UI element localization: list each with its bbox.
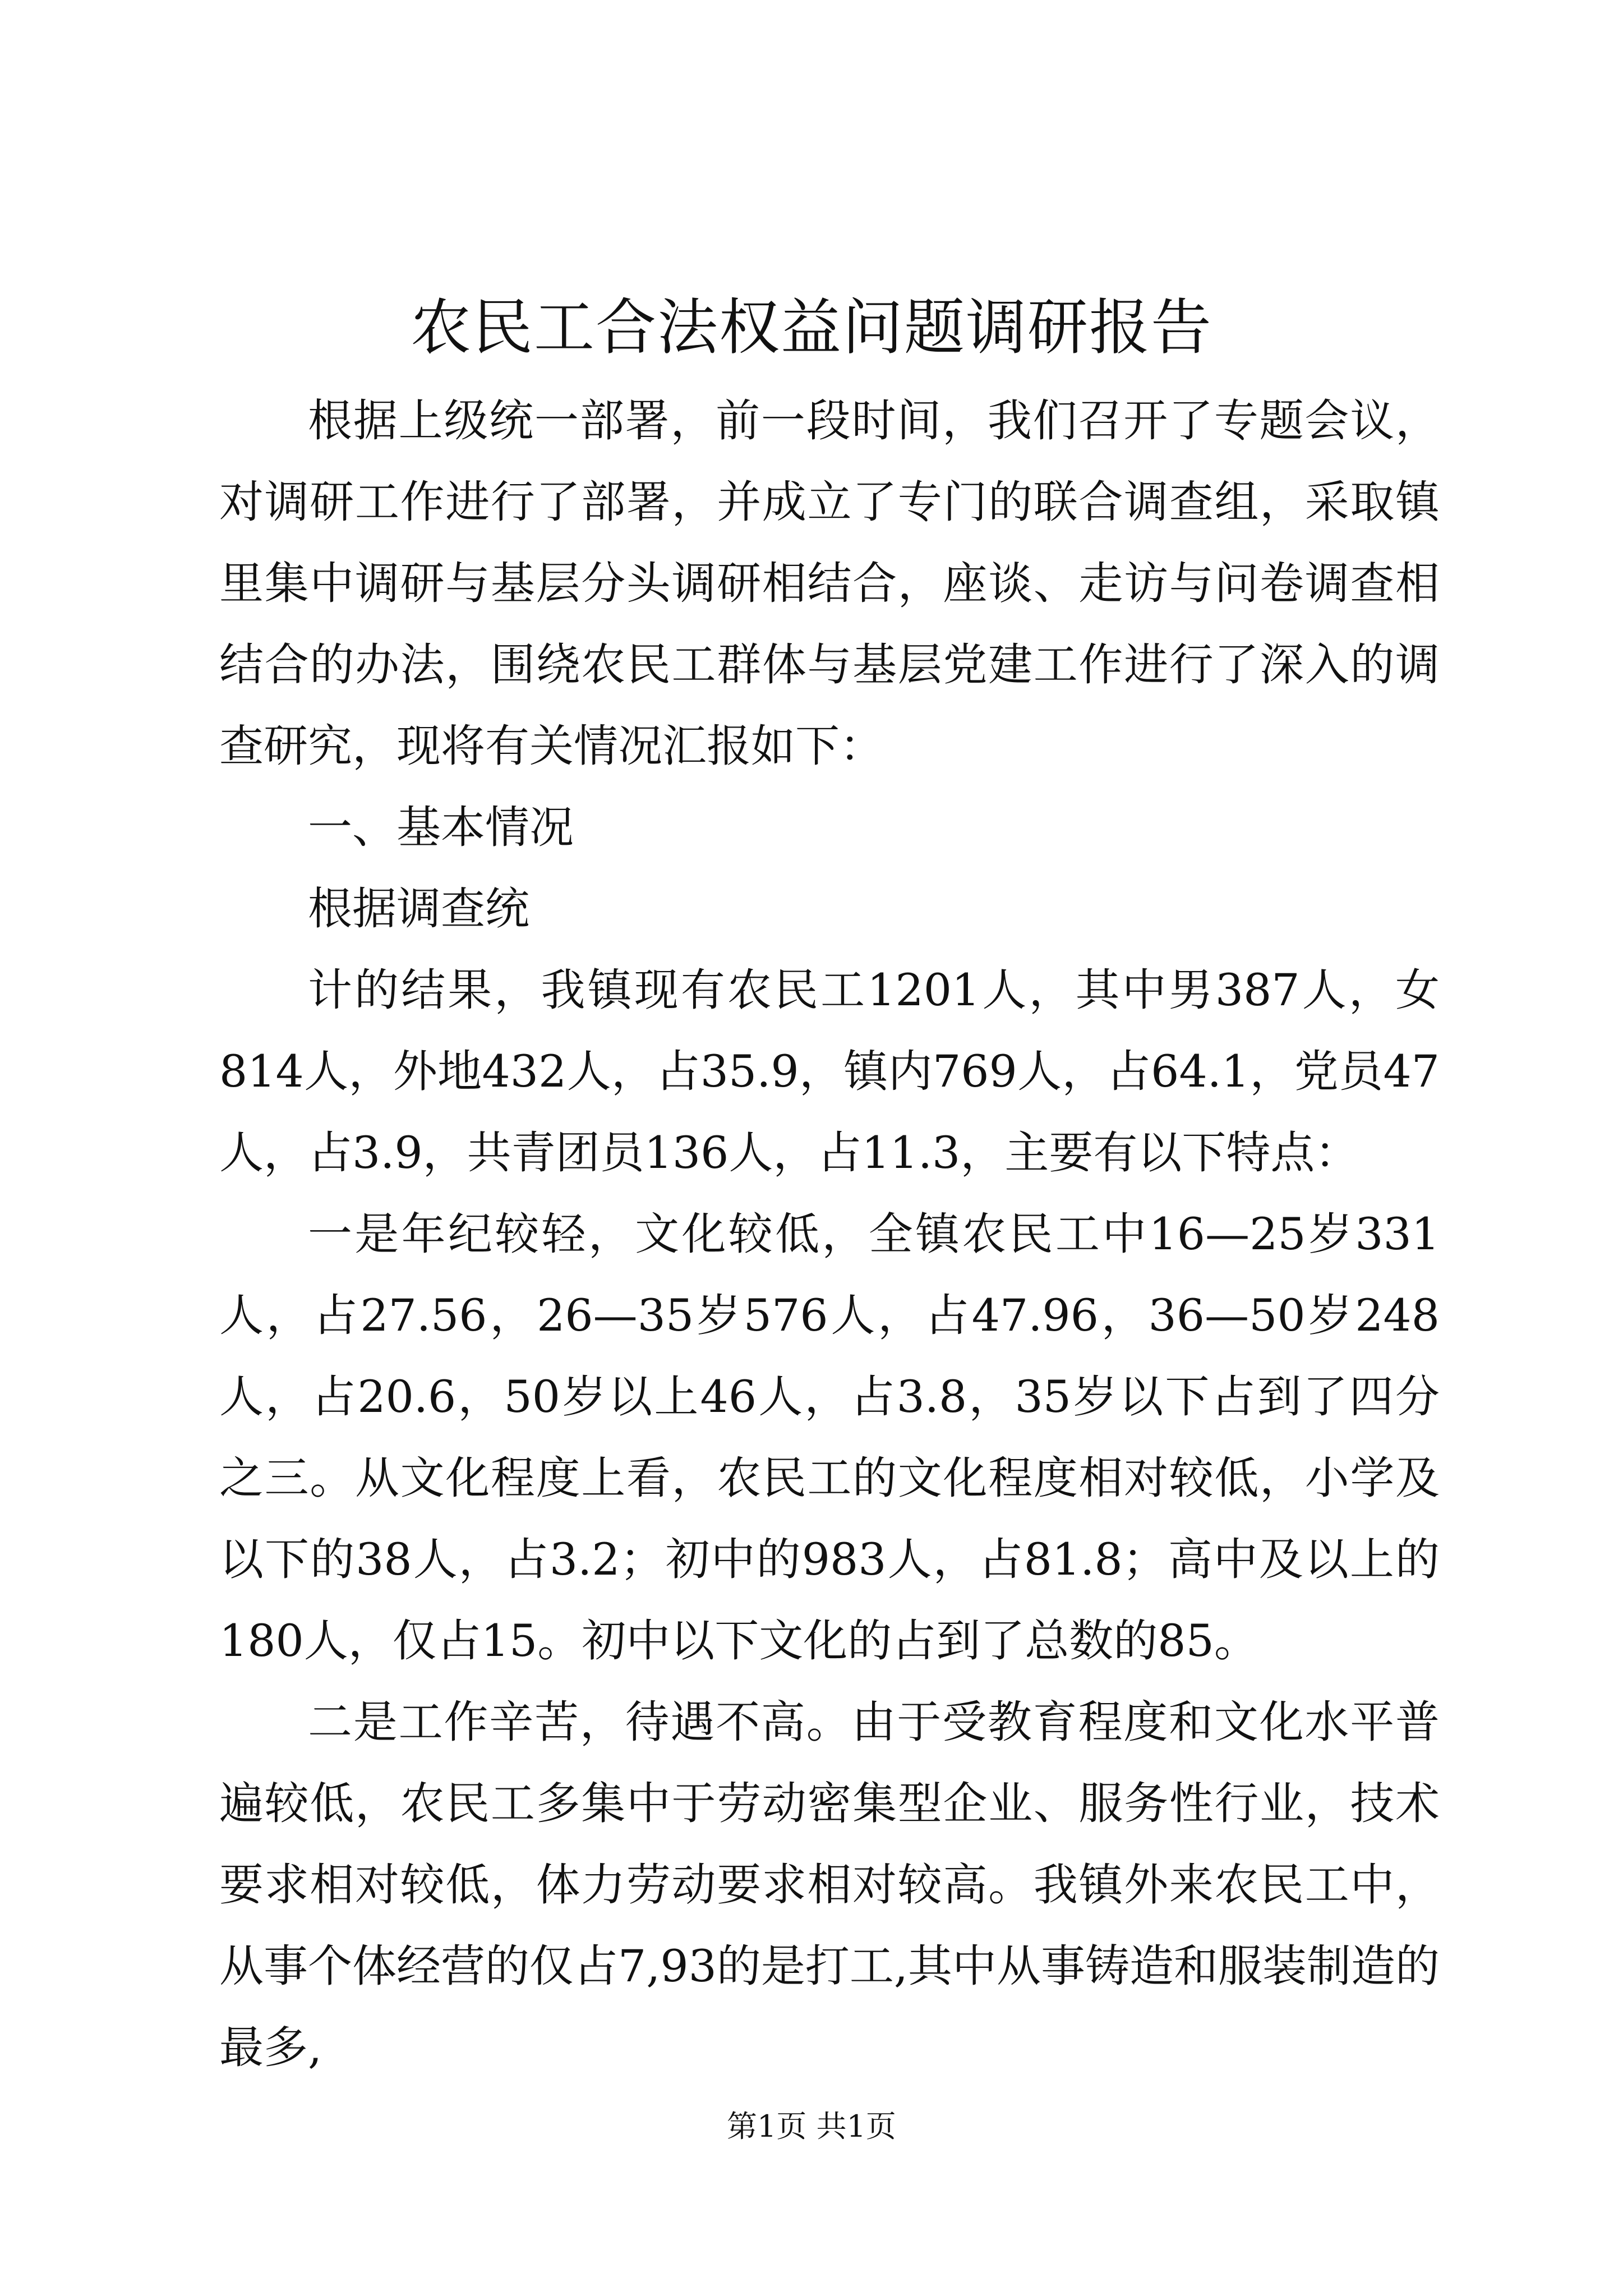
paragraph-survey-start: 根据调查统 <box>308 883 529 935</box>
paragraph-section-heading: 一、基本情况 <box>308 802 574 853</box>
paragraph-survey-results: 计的结果，我镇现有农民工1201人，其中男387人，女814人，外地432人，占35.9，镇内769人，占64.1，党员47人，占3.9，共青团员136人，占11.3，主要有以下特点： <box>219 964 1440 1179</box>
paragraph-age-education: 一是年纪较轻，文化较低，全镇农民工中16—25岁331人，占27.56，26—35岁576人，占47.96，36—50岁248人，占20.6，50岁以上46人，占3.8，35岁以下占到了四分之三。从文化程度上看，农民工的文化程度相对较低，小学及以下的38人，占3.2；初中的983人，占81.8；高中及以上的180人，仅占15。初中以下文化的占到了总数的85。 <box>219 1208 1440 1667</box>
document-title: 农民工合法权益问题调研报告 <box>410 293 1212 363</box>
page-footer: 第1页 共1页 <box>727 2109 896 2144</box>
paragraph-intro: 根据上级统一部署，前一段时间，我们召开了专题会议，对调研工作进行了部署，并成立了专门的联合调查组，采取镇里集中调研与基层分头调研相结合，座谈、走访与问卷调查相结合的办法，围绕农民工群体与基层党建工作进行了深入的调查研究，现将有关情况汇报如下： <box>219 395 1440 772</box>
document-body <box>219 380 1440 2088</box>
paragraph-work-conditions: 二是工作辛苦，待遇不高。由于受教育程度和文化水平普遍较低，农民工多集中于劳动密集型企业、服务性行业，技术要求相对较低，体力劳动要求相对较高。我镇外来农民工中，从事个体经营的仅占7,93的是打工,其中从事铸造和服装制造的最多, <box>219 1696 1440 2073</box>
